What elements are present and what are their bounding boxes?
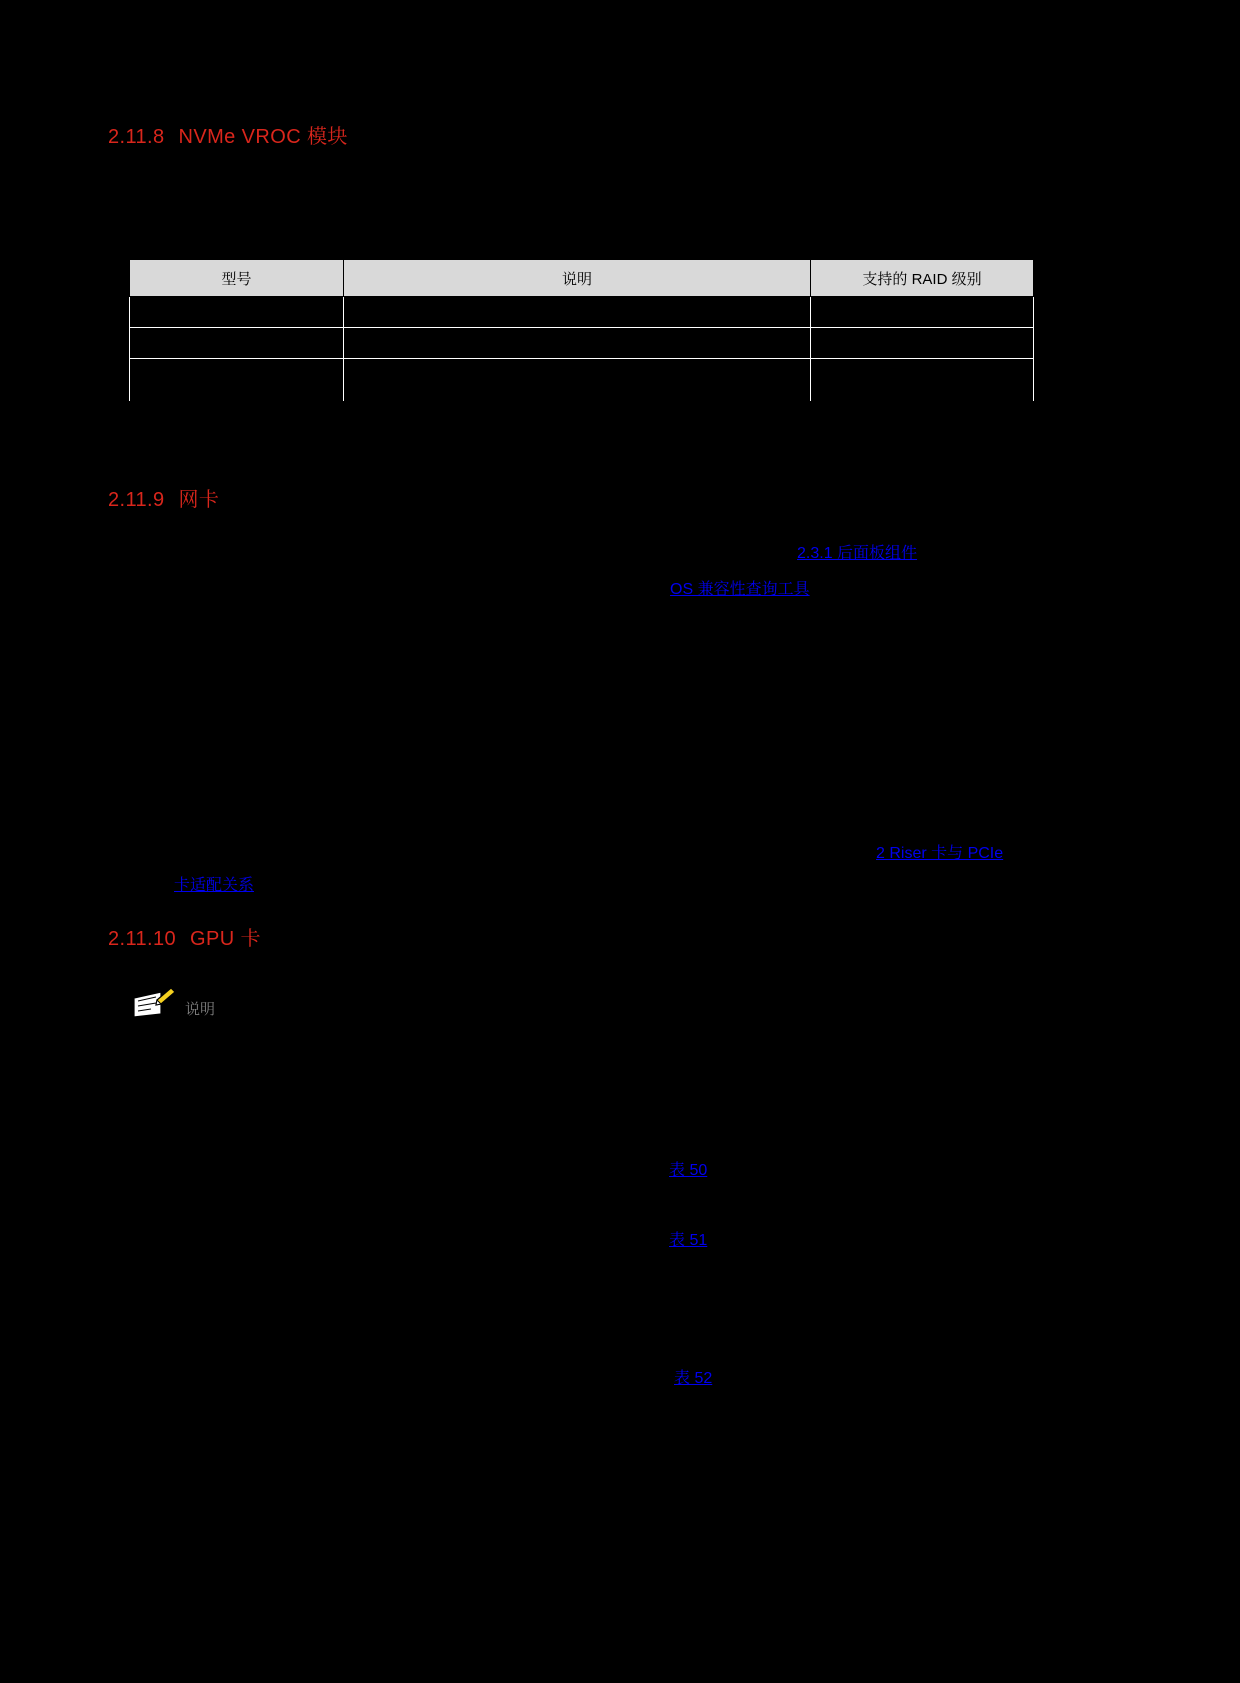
heading-2-11-10 bbox=[108, 922, 261, 951]
table-header-model: 型号 bbox=[130, 260, 344, 297]
heading-2-11-8-title: NVMe VROC 模块 bbox=[178, 126, 348, 148]
table-header-raid-levels: 支持的 RAID 级别 bbox=[811, 260, 1034, 297]
table-cell-raid-levels bbox=[811, 359, 1034, 402]
table-cell-description bbox=[344, 328, 811, 359]
heading-2-11-10-title: GPU 卡 bbox=[190, 928, 261, 950]
table-cell-raid-levels bbox=[811, 328, 1034, 359]
table-header-description: 说明 bbox=[344, 260, 811, 297]
table-cell-model bbox=[130, 328, 344, 359]
heading-2-11-8-number: 2.11.8 bbox=[108, 126, 165, 148]
heading-2-11-10-number: 2.11.10 bbox=[108, 928, 177, 950]
table-cell-model bbox=[130, 297, 344, 328]
table-header-row bbox=[130, 260, 1034, 297]
heading-2-11-8 bbox=[108, 120, 348, 149]
table-row bbox=[130, 297, 1034, 328]
note-block bbox=[131, 986, 215, 1020]
table-row bbox=[130, 328, 1034, 359]
link-table-51[interactable]: 表 51 bbox=[669, 1232, 708, 1249]
link-table-50[interactable]: 表 50 bbox=[669, 1162, 708, 1179]
link-rear-panel-components[interactable]: 2.3.1 后面板组件 bbox=[797, 545, 918, 562]
link-os-compatibility-tool[interactable]: OS 兼容性查询工具 bbox=[670, 581, 810, 598]
link-riser-pcie-2[interactable]: 卡适配关系 bbox=[174, 877, 255, 894]
link-table-52[interactable]: 表 52 bbox=[674, 1370, 713, 1387]
table-cell-raid-levels bbox=[811, 297, 1034, 328]
note-label: 说明 bbox=[185, 1001, 216, 1018]
table-row bbox=[130, 359, 1034, 402]
table-cell-description bbox=[344, 359, 811, 402]
heading-2-11-9 bbox=[108, 483, 219, 512]
nvme-vroc-table bbox=[129, 259, 1034, 401]
heading-2-11-9-title: 网卡 bbox=[178, 489, 220, 511]
heading-2-11-9-number: 2.11.9 bbox=[108, 489, 165, 511]
table-cell-model bbox=[130, 359, 344, 402]
note-pencil-icon bbox=[131, 986, 177, 1020]
link-riser-pcie-1[interactable]: 2 Riser 卡与 PCIe bbox=[876, 845, 1004, 862]
table-cell-description bbox=[344, 297, 811, 328]
